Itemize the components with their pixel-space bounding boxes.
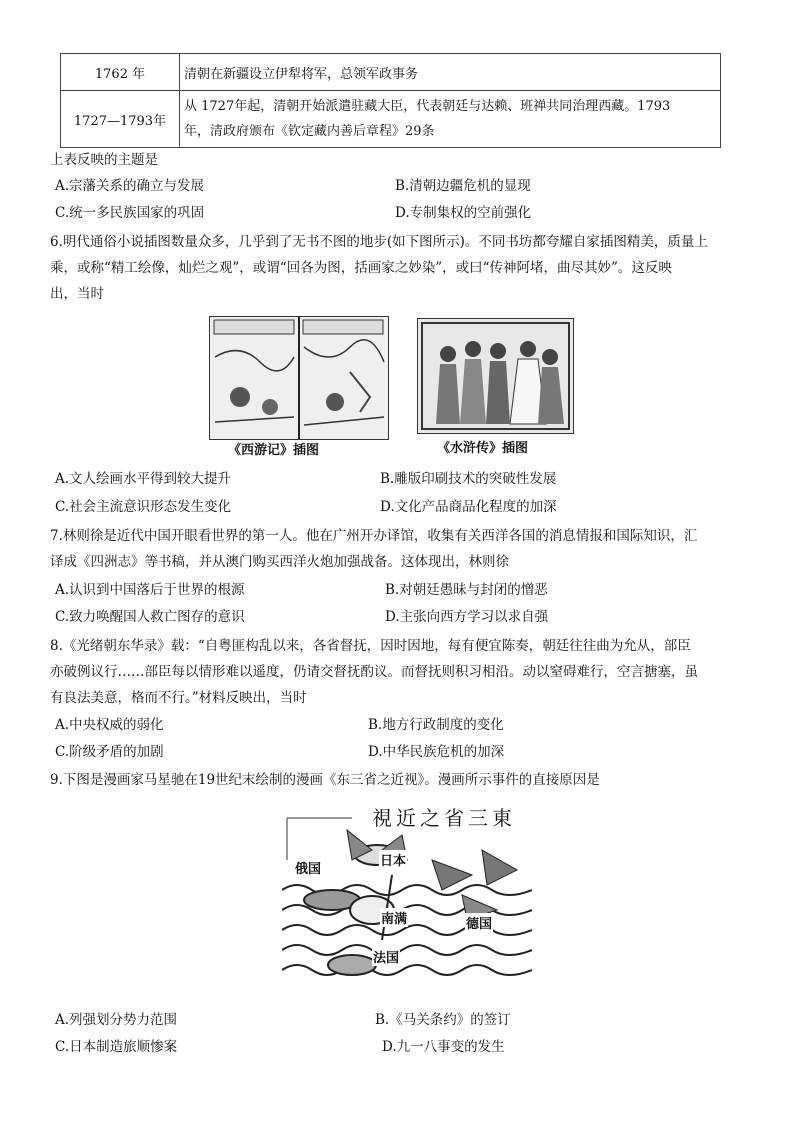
q6-option-b: B.雕版印刷技术的突破性发展	[380, 471, 557, 487]
q5-option-b: B.清朝边疆危机的显现	[395, 178, 531, 194]
shuihuzhuan-illustration	[417, 318, 574, 434]
q8-option-a: A.中央权威的弱化	[55, 717, 164, 733]
q5-option-a: A.宗藩关系的确立与发展	[55, 178, 205, 194]
info-table	[60, 53, 721, 148]
table-cell-year: 1762 年	[61, 54, 180, 91]
q9-option-a: A.列强划分势力范围	[55, 1012, 178, 1028]
q8-line-2: 亦破例议行……部臣每以情形难以遥度，仍请交督抚酌议。而督抚则积习相沿。动以窒碍难行，空言搪塞，虽	[50, 664, 698, 680]
shuihuzhuan-woodcut-image	[418, 319, 573, 433]
q5-option-c: C.统一多民族国家的巩固	[55, 205, 205, 221]
q6-line-1: 6.明代通俗小说插图数量众多，几乎到了无书不图的地步(如下图所示)。不同书坊都夸耀自家插图精美，质量上	[50, 234, 708, 250]
cartoon-title: 視近之省三東	[372, 802, 516, 831]
q7-option-c: C.致力唤醒国人救亡图存的意识	[55, 609, 245, 625]
table-cell-year: 1727—1793年	[61, 91, 180, 148]
cartoon-label-france: 法国	[372, 947, 400, 966]
q7-line-2: 译成《四洲志》等书稿，并从澳门购买西洋火炮加强战备。这体现出，林则徐	[50, 554, 509, 570]
q6-option-c: C.社会主流意识形态发生变化	[55, 499, 232, 515]
q6-option-d: D.文化产品商品化程度的加深	[380, 499, 557, 515]
table-cell-event: 清朝在新疆设立伊犁将军，总领军政事务	[180, 54, 721, 91]
xiyouji-illustration	[209, 316, 389, 440]
q7-line-1: 7.林则徐是近代中国开眼看世界的第一人。他在广州开办译馆，收集有关西洋各国的消息情报和国际知识，汇	[50, 528, 698, 544]
table-cell-event-line2: 年，清政府颁布《钦定藏内善后章程》29条	[184, 124, 435, 139]
q7-option-b: B.对朝廷愚昧与封闭的憎恶	[385, 582, 548, 598]
q9-option-c: C.日本制造旅顺惨案	[55, 1039, 178, 1055]
q8-option-c: C.阶级矛盾的加剧	[55, 744, 164, 760]
q5-stem: 上表反映的主题是	[50, 152, 158, 168]
shuihuzhuan-caption: 《水浒传》插图	[437, 441, 529, 456]
q8-line-1: 8.《光绪朝东华录》载：“自粤匪构乱以来，各省督抚，因时因地，每有便宜陈奏，朝廷往往曲为允从，部臣	[50, 638, 691, 654]
q6-line-2: 乘，或称“精工绘像，灿烂之观”，或谓“回各为图，括画家之妙染”，或曰“传神阿堵，曲尽其妙”。这反映	[50, 260, 672, 276]
q6-option-a: A.文人绘画水平得到较大提升	[55, 471, 232, 487]
q8-line-3: 有良法美意，格而不行。”材料反映出，当时	[50, 690, 307, 706]
q9-line-1: 9.下图是漫画家马星驰在19世纪末绘制的漫画《东三省之近视》。漫画所示事件的直接原因是	[50, 772, 600, 788]
q7-option-d: D.主张向西方学习以求自强	[385, 609, 549, 625]
table-cell-event-line1: 从 1727年起，清朝开始派遣驻藏大臣，代表朝廷与达赖、班禅共同治理西藏。1793	[184, 99, 671, 114]
xiyouji-caption: 《西游记》插图	[228, 443, 320, 458]
table-row	[61, 54, 721, 91]
table-row	[61, 91, 721, 148]
q6-line-3: 出，当时	[50, 286, 104, 302]
table-cell-event	[180, 91, 721, 148]
q5-option-d: D.专制集权的空前强化	[395, 205, 532, 221]
cartoon-label-japan: 日本	[379, 850, 407, 869]
q7-option-a: A.认识到中国落后于世界的根源	[55, 582, 245, 598]
xiyouji-woodcut-image	[210, 317, 388, 439]
q8-option-b: B.地方行政制度的变化	[368, 717, 504, 733]
cartoon-illustration	[282, 800, 532, 1000]
q9-option-d: D.九一八事变的发生	[382, 1039, 505, 1055]
cartoon-label-russia: 俄国	[294, 858, 322, 877]
q8-option-d: D.中华民族危机的加深	[368, 744, 505, 760]
cartoon-label-germany: 德国	[465, 913, 493, 932]
cartoon-label-nanman: 南满	[380, 908, 408, 927]
q9-option-b: B.《马关条约》的签订	[375, 1012, 511, 1028]
